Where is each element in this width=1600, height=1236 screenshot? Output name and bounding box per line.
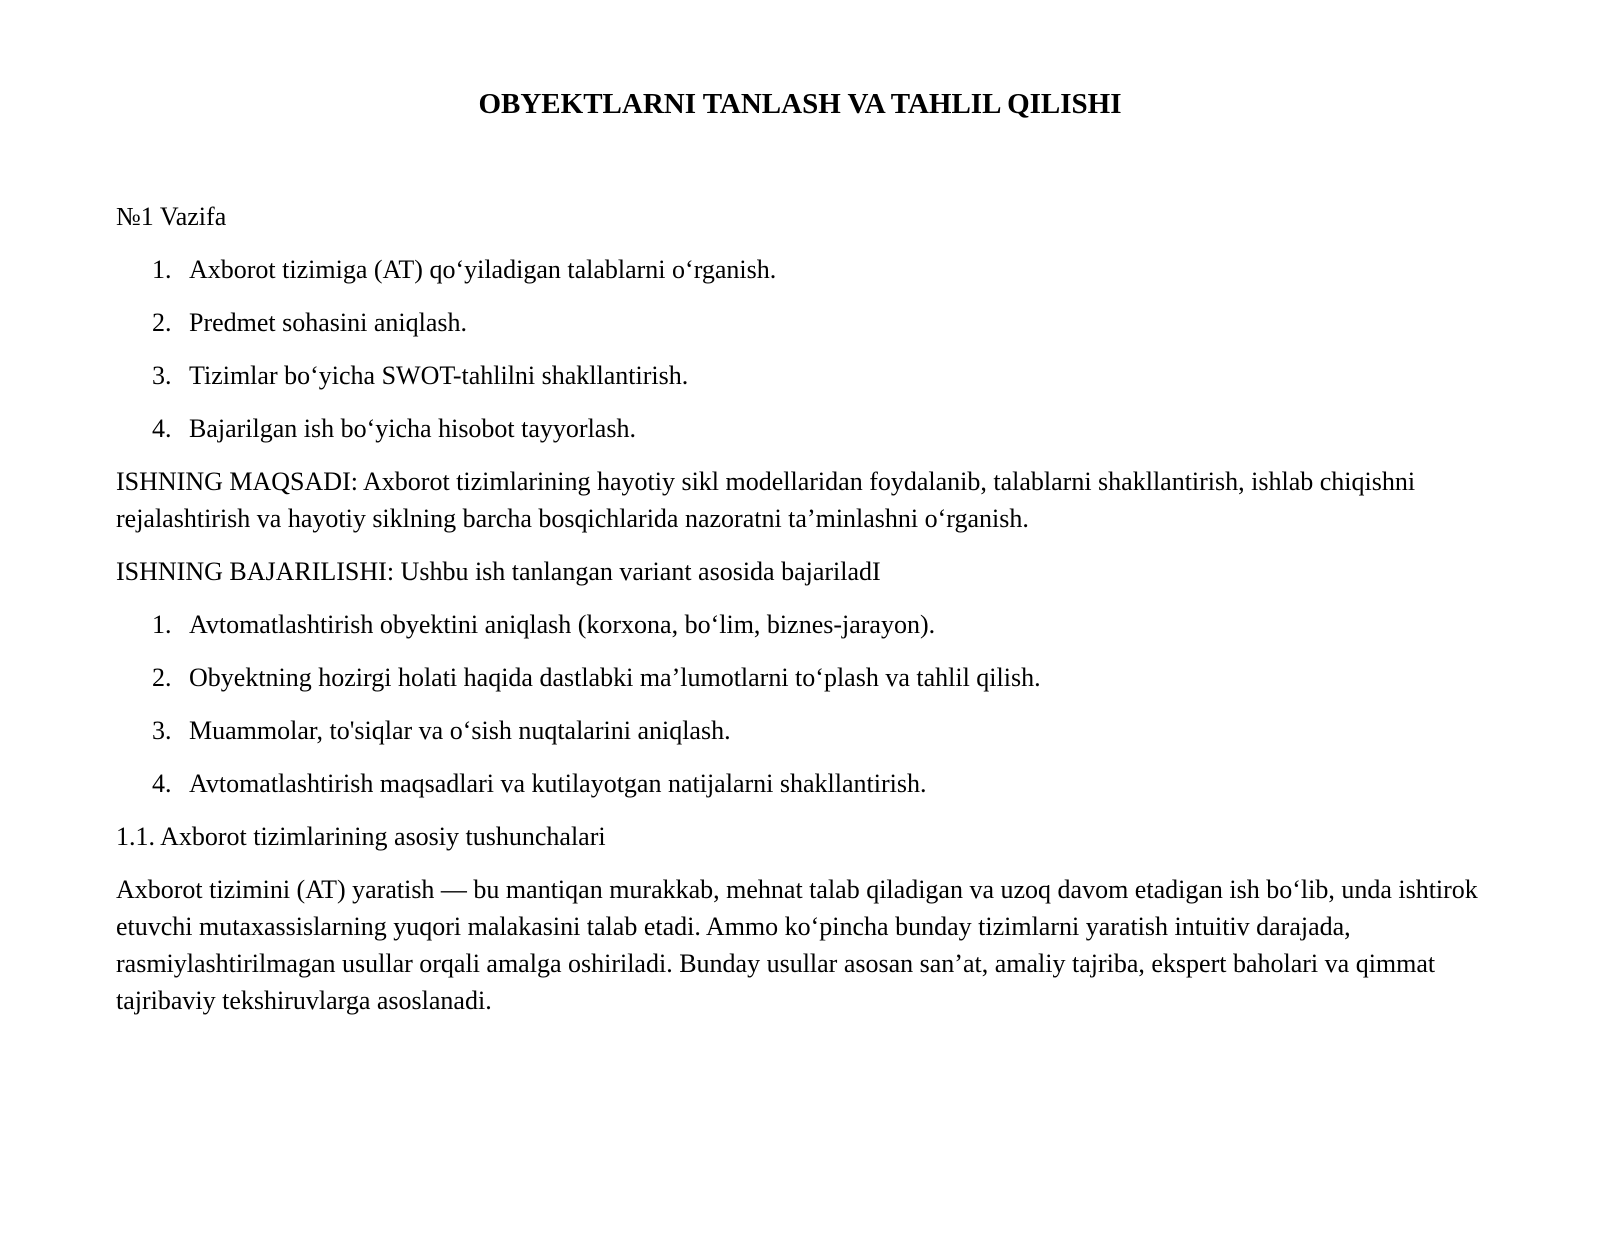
execution-list — [116, 606, 1486, 802]
list-item-text: Obyektning hozirgi holati haqida dastlabki ma’lumotlarni to‘plash va tahlil qilish. — [189, 663, 1041, 692]
list-item-text: Axborot tizimiga (AT) qo‘yiladigan talablarni o‘rganish. — [189, 255, 777, 284]
list-item-text: Bajarilgan ish bo‘yicha hisobot tayyorlash. — [189, 414, 636, 443]
list-item — [116, 304, 1486, 341]
list-item — [116, 410, 1486, 447]
task-list — [116, 251, 1486, 447]
list-item-number: 3. — [152, 716, 172, 745]
list-item-text: Predmet sohasini aniqlash. — [189, 308, 468, 337]
list-item-number: 2. — [152, 308, 172, 337]
list-item — [116, 659, 1486, 696]
goal-paragraph: ISHNING MAQSADI: Axborot tizimlarining hayotiy sikl modellaridan foydalanib, talablarni shakllantirish, ishlab chiqishni rejalashtirish va hayotiy siklning barcha bosqichlarida nazoratni ta’minlashni o‘rganish. — [116, 467, 1416, 533]
list-item-number: 4. — [152, 769, 172, 798]
execution-paragraph: ISHNING BAJARILISHI: Ushbu ish tanlangan variant asosida bajariladI — [116, 557, 881, 586]
section-heading: 1.1. Axborot tizimlarining asosiy tushunchalari — [116, 822, 606, 851]
list-item-number: 1. — [152, 610, 172, 639]
list-item — [116, 357, 1486, 394]
list-item-text: Avtomatlashtirish maqsadlari va kutilayotgan natijalarni shakllantirish. — [189, 769, 927, 798]
list-item-number: 3. — [152, 361, 172, 390]
list-item-text: Avtomatlashtirish obyektini aniqlash (korxona, bo‘lim, biznes-jarayon). — [189, 610, 936, 639]
list-item-text: Muammolar, to'siqlar va o‘sish nuqtalarini aniqlash. — [189, 716, 731, 745]
list-item — [116, 712, 1486, 749]
section-paragraph: Axborot tizimini (AT) yaratish — bu mantiqan murakkab, mehnat talab qiladigan va uzoq davom etadigan ish bo‘lib, unda ishtirok etuvchi mutaxassislarning yuqori malakasini talab etadi. Ammo ko‘pincha bunday tizimlarni yaratish intuitiv darajada, rasmiylashtirilmagan usullar orqali amalga oshiriladi. Bunday usullar asosan san’at, amaliy tajriba, ekspert baholari va qimmat tajribaviy tekshiruvlarga asoslanadi. — [116, 875, 1478, 1015]
document-body — [116, 198, 1486, 1035]
list-item-number: 4. — [152, 414, 172, 443]
list-item-number: 1. — [152, 255, 172, 284]
list-item — [116, 765, 1486, 802]
list-item-text: Tizimlar bo‘yicha SWOT-tahlilni shakllantirish. — [189, 361, 689, 390]
document-title: OBYEKTLARNI TANLASH VA TAHLIL QILISHI — [478, 88, 1122, 120]
task-heading: №1 Vazifa — [116, 202, 227, 231]
list-item-number: 2. — [152, 663, 172, 692]
list-item — [116, 251, 1486, 288]
list-item — [116, 606, 1486, 643]
